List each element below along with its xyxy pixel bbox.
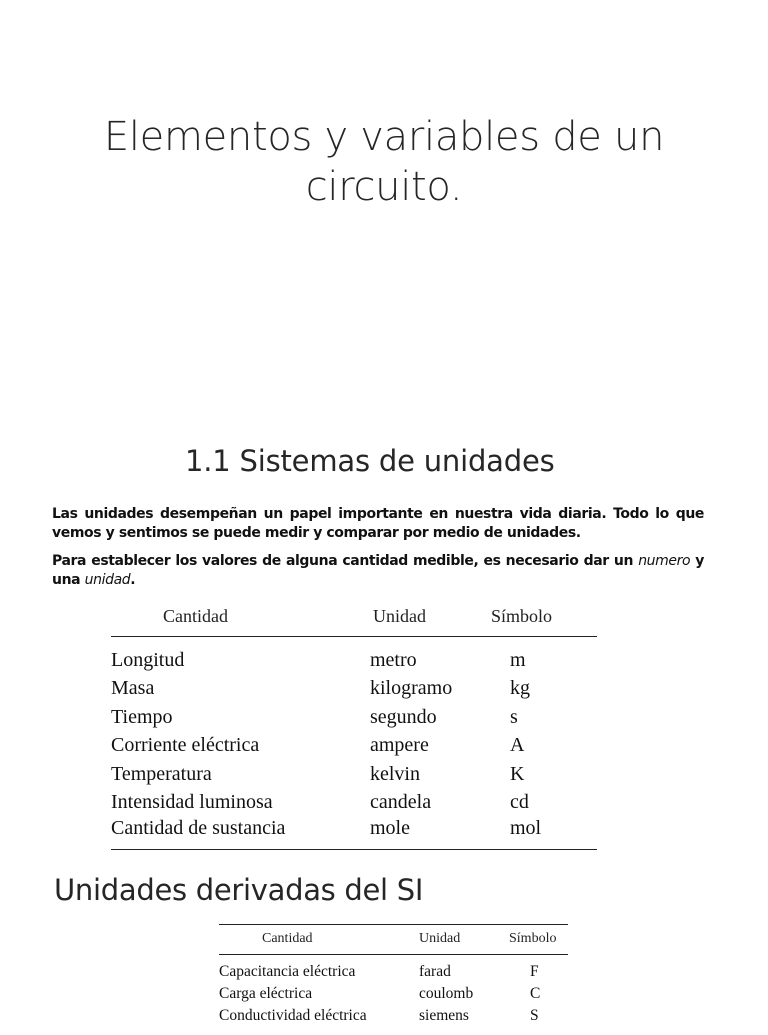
cell-quantity: Masa	[111, 677, 155, 699]
table-row	[219, 985, 568, 1007]
cell-quantity: Cantidad de sustancia	[111, 817, 286, 839]
cell-unit: candela	[370, 791, 432, 813]
cell-quantity: Longitud	[111, 649, 185, 671]
cell-symbol: F	[530, 963, 539, 980]
table-row	[219, 963, 568, 985]
column-header-unit: Unidad	[419, 931, 461, 946]
page-title-line-1: Elementos y variables de un	[103, 114, 665, 160]
table-row	[111, 734, 597, 762]
cell-unit: mole	[370, 817, 410, 839]
cell-symbol: s	[510, 706, 518, 728]
cell-symbol: cd	[510, 791, 529, 813]
cell-symbol: A	[510, 734, 525, 756]
section-heading-derived-units: Unidades derivadas del SI	[54, 873, 424, 907]
cell-unit: kelvin	[370, 763, 420, 785]
cell-quantity: Tiempo	[111, 706, 173, 728]
table-row	[111, 677, 597, 705]
table-row	[111, 706, 597, 734]
emphasis-numero: numero	[638, 553, 691, 569]
paragraph-text-middle: y una	[52, 553, 704, 588]
column-header-quantity: Cantidad	[163, 606, 228, 626]
cell-quantity: Temperatura	[111, 763, 212, 785]
table-row	[219, 1007, 568, 1029]
paragraph-text-before: Para establecer los valores de alguna cantidad medible, es necesario dar un	[52, 553, 639, 569]
derived-units-table-header	[219, 924, 568, 955]
cell-unit: metro	[370, 649, 417, 671]
table-row	[111, 763, 597, 791]
cell-unit: segundo	[370, 706, 437, 728]
cell-symbol: m	[510, 649, 526, 671]
base-units-table-header	[111, 600, 597, 637]
column-header-symbol: Símbolo	[509, 931, 557, 946]
cell-quantity: Corriente eléctrica	[111, 734, 260, 756]
page-title	[0, 112, 768, 212]
cell-symbol: C	[530, 985, 541, 1002]
cell-unit: kilogramo	[370, 677, 453, 699]
paragraph-units-importance: Las unidades desempeñan un papel importante en nuestra vida diaria. Todo lo que vemos y sentimos se puede medir y comparar por medio de unidades.	[52, 506, 704, 541]
derived-units-table-body	[219, 955, 568, 1035]
cell-symbol: kg	[510, 677, 530, 699]
cell-quantity: Intensidad luminosa	[111, 791, 273, 813]
table-row	[111, 791, 597, 819]
cell-symbol: K	[510, 763, 525, 785]
column-header-quantity: Cantidad	[262, 931, 313, 946]
cell-unit: ampere	[370, 734, 429, 756]
paragraph-measurable-quantity	[52, 552, 704, 590]
cell-quantity: Capacitancia eléctrica	[219, 963, 356, 980]
column-header-unit: Unidad	[373, 606, 426, 626]
cell-unit: coulomb	[419, 985, 474, 1002]
paragraph-text-after: .	[130, 572, 136, 588]
emphasis-unidad: unidad	[84, 572, 131, 588]
derived-units-table	[219, 924, 568, 1035]
column-header-symbol: Símbolo	[491, 606, 553, 626]
cell-symbol: S	[530, 1007, 539, 1024]
page-title-line-2: circuito.	[305, 164, 463, 210]
base-units-table-body	[111, 637, 597, 850]
section-heading-sistemas: 1.1 Sistemas de unidades	[185, 444, 555, 478]
cell-unit: farad	[419, 963, 451, 980]
cell-unit: siemens	[419, 1007, 469, 1024]
cell-symbol: mol	[510, 817, 542, 839]
cell-quantity: Carga eléctrica	[219, 985, 313, 1002]
table-row	[111, 649, 597, 677]
base-units-table	[111, 600, 597, 850]
table-row	[111, 817, 597, 845]
cell-quantity: Conductividad eléctrica	[219, 1007, 367, 1024]
